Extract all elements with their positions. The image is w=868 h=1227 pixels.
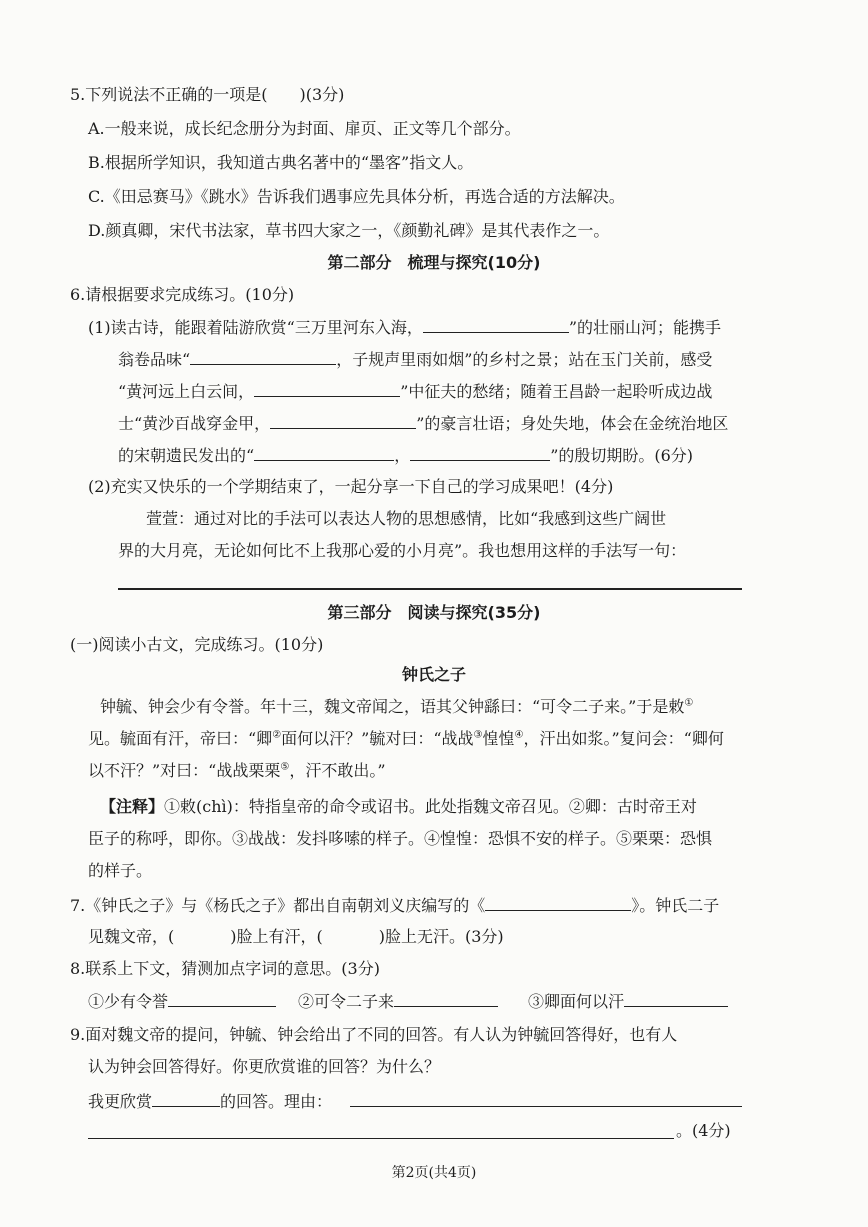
answer-blank[interactable]: [190, 348, 336, 365]
passage-line2: 见。毓面有汗，帝曰：“卿②面何以汗？”毓对曰：“战战③惶惶④，汗出如浆。”复问会：“卿何: [88, 729, 724, 748]
page-footer: 第2页(共4页): [391, 1165, 477, 1181]
answer-blank[interactable]: [410, 444, 550, 461]
q7-line2: 见魏文帝，( )脸上有汗，( )脸上无汗。(3分): [88, 927, 504, 946]
q5-option-a: A.一般来说，成长纪念册分为封面、扉页、正文等几个部分。: [88, 119, 521, 138]
q9-answer-line[interactable]: [88, 1138, 674, 1139]
q9-line3: 我更欣赏 的回答。理由：: [88, 1092, 333, 1111]
q6-answer-line[interactable]: [118, 588, 742, 590]
passage-title: 钟氏之子: [401, 665, 466, 684]
q8-option1: ①少有令誉: [88, 990, 276, 1013]
q5-option-b: B.根据所学知识，我知道古典名著中的“墨客”指文人。: [88, 153, 474, 172]
q6-part2-line3: 界的大月亮，无论如何比不上我那心爱的小月亮”。我也想用这样的手法写一句：: [118, 541, 687, 560]
answer-blank[interactable]: [423, 316, 569, 333]
q7-line1: 7.《钟氏之子》与《杨氏之子》都出自南朝刘义庆编写的《 》。钟氏二子: [70, 896, 720, 915]
q5-stem: 5.下列说法不正确的一项是( )(3分): [70, 85, 345, 104]
section1-intro: (一)阅读小古文，完成练习。(10分): [70, 635, 324, 654]
q6-stem: 6.请根据要求完成练习。(10分): [70, 285, 295, 304]
q6-part1-line3: “黄河远上白云间， ”中征夫的愁绪；随着王昌龄一起聆听成边战: [118, 382, 713, 401]
q5-option-d: D.颜真卿，宋代书法家，草书四大家之一，《颜勤礼碑》是其代表作之一。: [88, 221, 610, 240]
q9-points: 。(4分): [676, 1121, 731, 1140]
q8-option3: ③卿面何以汗: [528, 990, 728, 1013]
q9-reason-line[interactable]: [350, 1106, 742, 1107]
answer-blank[interactable]: [254, 444, 394, 461]
passage-line1: 钟毓、钟会少有令誉。年十三，魏文帝闻之，语其父钟繇曰：“可令二子来。”于是敕①: [100, 697, 694, 716]
notes-line2: 臣子的称呼，即你。③战战：发抖哆嗦的样子。④惶惶：恐惧不安的样子。⑤栗栗：恐惧: [88, 829, 713, 848]
notes-line1: 【注释】①敕(chì)：特指皇帝的命令或诏书。此处指魏文帝召见。②卿：古时帝王对: [100, 797, 697, 816]
q6-part1-line4: 士“黄沙百战穿金甲， ”的豪言壮语；身处失地，体会在金统治地区: [118, 414, 729, 433]
answer-blank[interactable]: [168, 990, 276, 1007]
q6-part1-line2: 翁卷品味“ ，子规声里雨如烟”的乡村之景；站在玉门关前，感受: [118, 350, 713, 369]
q5-option-c: C.《田忌赛马》《跳水》告诉我们遇事应先具体分析，再选合适的方法解决。: [88, 187, 625, 206]
q6-part1-line5: 的宋朝遗民发出的“ ， ”的殷切期盼。(6分): [118, 446, 694, 465]
part2-heading: 第二部分 梳理与探究(10分): [327, 253, 541, 272]
answer-blank[interactable]: [394, 990, 498, 1007]
q6-part2-line1: (2)充实又快乐的一个学期结束了，一起分享一下自己的学习成果吧！(4分): [88, 477, 614, 496]
q9-line1: 9.面对魏文帝的提问，钟毓、钟会给出了不同的回答。有人认为钟毓回答得好，也有人: [70, 1025, 678, 1044]
notes-line3: 的样子。: [88, 861, 153, 880]
part3-heading: 第三部分 阅读与探究(35分): [327, 603, 541, 622]
answer-blank[interactable]: [254, 380, 400, 397]
q6-part1-line1: (1)读古诗，能跟着陆游欣赏“三万里河东入海， ”的壮丽山河；能携手: [88, 318, 722, 337]
q8-stem: 8.联系上下文，猜测加点字词的意思。(3分): [70, 959, 380, 978]
q8-option2: ②可令二子来: [298, 990, 498, 1013]
answer-blank[interactable]: [270, 412, 416, 429]
answer-blank[interactable]: [485, 894, 631, 911]
answer-blank[interactable]: [152, 1090, 220, 1107]
q6-part2-line2: 萱萱：通过对比的手法可以表达人物的思想感情，比如“我感到这些广阔世: [146, 509, 667, 528]
passage-line3: 以不汗？”对曰：“战战栗栗⑤，汗不敢出。”: [88, 761, 386, 780]
q9-line2: 认为钟会回答得好。你更欣赏谁的回答？为什么？: [88, 1057, 441, 1076]
answer-blank[interactable]: [624, 990, 728, 1007]
